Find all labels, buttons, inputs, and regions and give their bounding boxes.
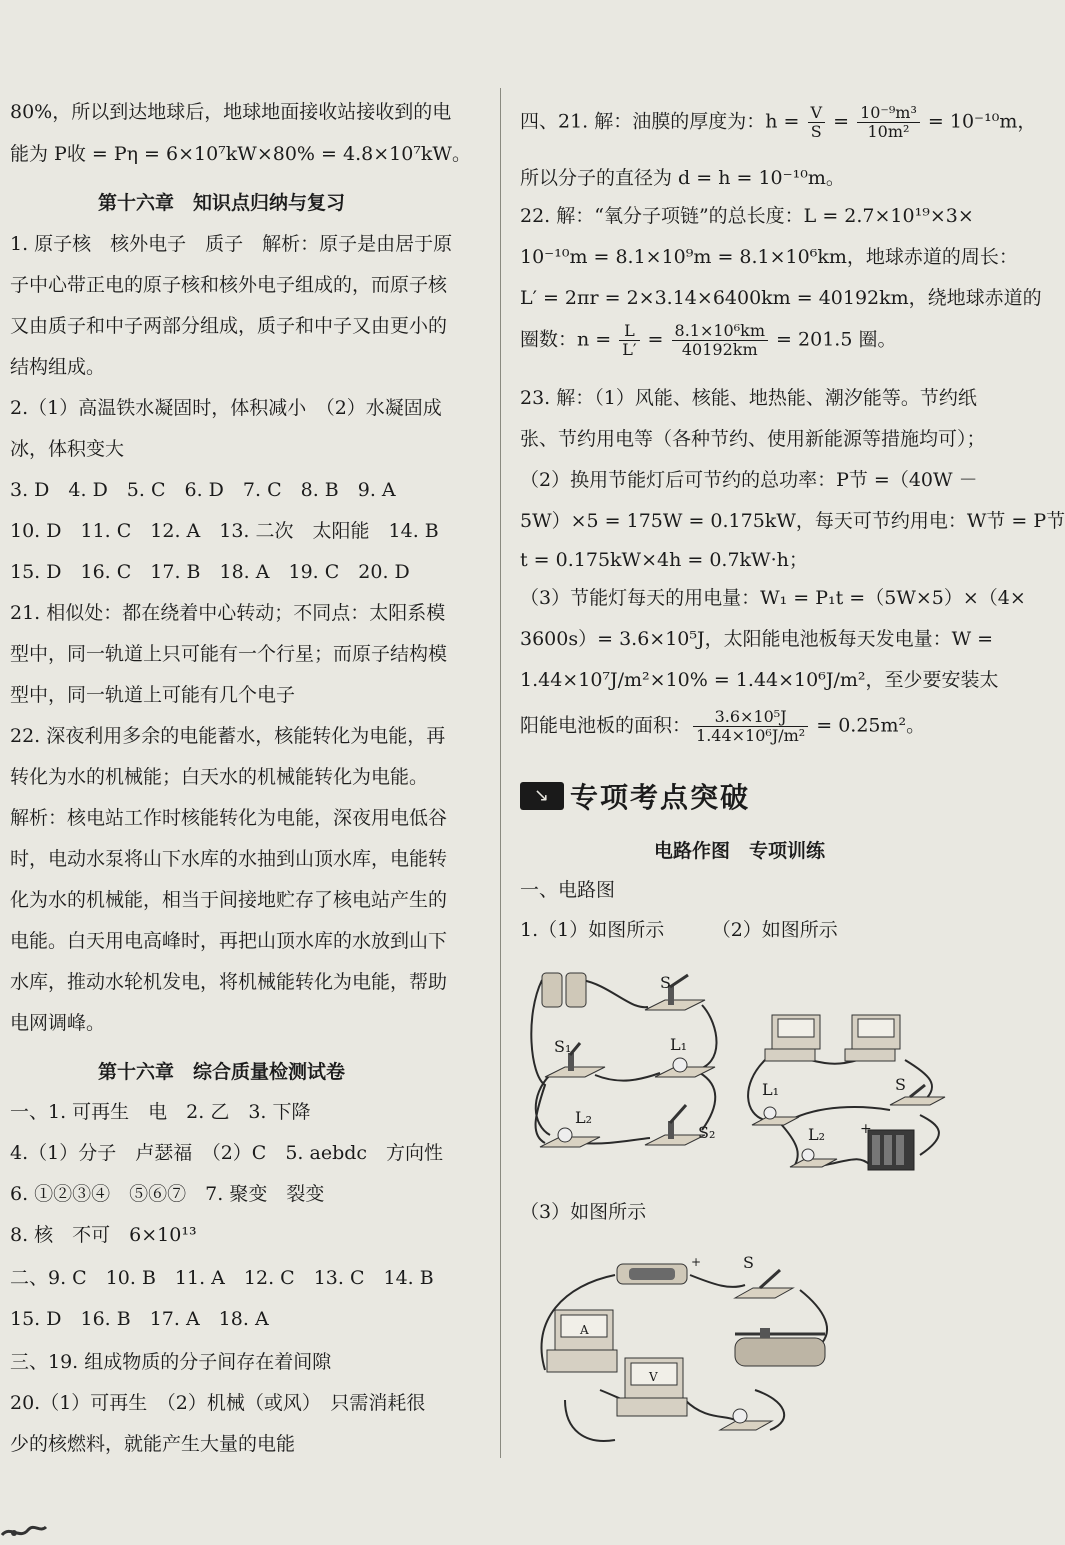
circuit-figure-1 bbox=[520, 955, 730, 1170]
text-line: 张、节约用电等（各种节约、使用新能源等措施均可）； bbox=[520, 428, 986, 450]
text-line: 子中心带正电的原子核和核外电子组成的，而原子核 bbox=[10, 274, 448, 296]
figure-label: S₁ bbox=[554, 1037, 572, 1056]
formula-line bbox=[520, 322, 896, 359]
answer-line: 少的核燃料，就能产生大量的电能 bbox=[10, 1433, 296, 1455]
text-line: 水库，推动水轮机发电，将机械能转化为电能，帮助 bbox=[10, 971, 448, 993]
answer-line: 3. D 4. D 5. C 6. D 7. C 8. B 9. A bbox=[10, 479, 396, 501]
column-divider bbox=[500, 88, 501, 1458]
figure-label: L₁ bbox=[670, 1035, 688, 1054]
text-fragment: = 0.25m²。 bbox=[810, 714, 926, 737]
section-banner bbox=[520, 776, 750, 816]
voltmeter-icon bbox=[617, 1358, 687, 1416]
formula-line bbox=[520, 104, 1036, 141]
text-line: 所以分子的直径为 d = h = 10⁻¹⁰m。 bbox=[520, 167, 845, 189]
answer-line: 15. D 16. C 17. B 18. A 19. C 20. D bbox=[10, 561, 410, 583]
figure-label: S bbox=[660, 973, 671, 992]
fraction bbox=[693, 708, 808, 745]
text-fragment: 四、21. 解：油膜的厚度为：h = bbox=[520, 110, 806, 133]
answer-line: 三、19. 组成物质的分子间存在着间隙 bbox=[10, 1351, 332, 1373]
ammeter-icon bbox=[765, 1015, 820, 1061]
page-corner-ornament bbox=[0, 1505, 60, 1545]
fraction bbox=[672, 322, 769, 359]
text-fragment: = bbox=[641, 328, 670, 351]
fraction-denominator: 10m² bbox=[867, 122, 910, 141]
text-line: 冰，体积变大 bbox=[10, 438, 125, 460]
text-line: 1.44×10⁷J/m²×10% = 1.44×10⁶J/m²，至少要安装太 bbox=[520, 669, 999, 691]
text-fragment: = bbox=[827, 110, 856, 133]
battery-icon bbox=[542, 973, 586, 1007]
battery-icon bbox=[617, 1264, 687, 1284]
text-line: 电能。白天用电高峰时，再把山顶水库的水放到山下 bbox=[10, 930, 448, 952]
text-line: 结构组成。 bbox=[10, 356, 106, 378]
text-fragment: 圈数：n = bbox=[520, 328, 618, 351]
text-fragment: 阳能电池板的面积： bbox=[520, 714, 692, 737]
switch-icon bbox=[735, 1270, 793, 1298]
text-line: 22. 解：“氧分子项链”的总长度：L = 2.7×10¹⁹×3× bbox=[520, 205, 974, 227]
ammeter-icon bbox=[547, 1310, 617, 1372]
text-line: （3）节能灯每天的用电量：W₁ = P₁t =（5W×5）×（4× bbox=[520, 587, 1026, 609]
section-title: 专项考点突破 bbox=[570, 781, 751, 814]
fraction-denominator: S bbox=[810, 122, 822, 141]
fraction bbox=[619, 322, 639, 359]
answer-line: 6. ①②③④ ⑤⑥⑦ 7. 聚变 裂变 bbox=[10, 1183, 325, 1205]
arrow-icon: ↘ bbox=[520, 782, 564, 810]
figure-label: L₂ bbox=[575, 1108, 593, 1127]
text-line: 解析：核电站工作时核能转化为电能，深夜用电低谷 bbox=[10, 807, 448, 829]
bulb-icon bbox=[720, 1409, 772, 1430]
fraction-denominator: 40192km bbox=[681, 340, 758, 359]
text-fragment: = 201.5 圈。 bbox=[770, 328, 897, 351]
fraction-numerator: 8.1×10⁶km bbox=[672, 322, 769, 341]
fraction bbox=[857, 104, 920, 141]
chapter-heading: 第十六章 综合质量检测试卷 bbox=[98, 1061, 346, 1083]
figure-label: V bbox=[649, 1370, 658, 1384]
question-label: 1.（1）如图所示 （2）如图所示 bbox=[520, 919, 838, 941]
text-line: 5W）×5 = 175W = 0.175kW，每天可节约用电：W节 = P节 bbox=[520, 510, 1065, 532]
bulb-icon bbox=[655, 1058, 715, 1077]
text-line: 1. 原子核 核外电子 质子 解析：原子是由居于原 bbox=[10, 233, 453, 255]
fraction-denominator: 1.44×10⁶J/m² bbox=[696, 726, 806, 745]
fraction-numerator: L bbox=[619, 322, 639, 341]
switch-icon bbox=[645, 975, 705, 1010]
answer-line: 15. D 16. B 17. A 18. A bbox=[10, 1308, 269, 1330]
answer-line: 10. D 11. C 12. A 13. 二次 太阳能 14. B bbox=[10, 520, 439, 542]
rheostat-icon bbox=[735, 1328, 825, 1366]
answer-line: 二、9. C 10. B 11. A 12. C 13. C 14. B bbox=[10, 1267, 434, 1289]
text-line: 2.（1）高温铁水凝固时，体积减小 （2）水凝固成 bbox=[10, 397, 442, 419]
text-line: 23. 解：（1）风能、核能、地热能、潮汐能等。节约纸 bbox=[520, 387, 977, 409]
text-line: 型中，同一轨道上可能有几个电子 bbox=[10, 684, 296, 706]
question-label: 一、电路图 bbox=[520, 879, 616, 901]
figure-label: S₂ bbox=[698, 1123, 716, 1142]
text-line: 22. 深夜利用多余的电能蓄水，核能转化为电能，再 bbox=[10, 725, 446, 747]
text-line: 化为水的机械能，相当于间接地贮存了核电站产生的 bbox=[10, 889, 448, 911]
answer-line: 一、1. 可再生 电 2. 乙 3. 下降 bbox=[10, 1101, 311, 1123]
figure-label: L₁ bbox=[762, 1080, 780, 1099]
fraction-numerator: 10⁻⁹m³ bbox=[857, 104, 920, 123]
text-line: 3600s）= 3.6×10⁵J，太阳能电池板每天发电量：W = bbox=[520, 628, 994, 650]
text-line: t = 0.175kW×4h = 0.7kW·h； bbox=[520, 549, 808, 571]
text-line: L′ = 2πr = 2×3.14×6400km = 40192km，绕地球赤道的 bbox=[520, 287, 1042, 309]
fraction-numerator: V bbox=[808, 104, 826, 123]
question-label: （3）如图所示 bbox=[520, 1201, 647, 1223]
figure-label: + bbox=[691, 1255, 702, 1269]
bulb-icon bbox=[752, 1107, 799, 1125]
fraction bbox=[808, 104, 826, 141]
text-line: 21. 相似处：都在绕着中心转动；不同点：太阳系模 bbox=[10, 602, 446, 624]
circuit-figure-3 bbox=[525, 1250, 845, 1460]
text-line: 时，电动水泵将山下水库的水抽到山顶水库，电能转 bbox=[10, 848, 448, 870]
fraction-numerator: 3.6×10⁵J bbox=[693, 708, 808, 727]
switch-icon bbox=[645, 1105, 705, 1145]
figure-label: A bbox=[580, 1323, 589, 1337]
subsection-heading: 电路作图 专项训练 bbox=[654, 840, 826, 862]
figure-label: S bbox=[743, 1253, 754, 1272]
chapter-heading: 第十六章 知识点归纳与复习 bbox=[98, 192, 346, 214]
formula-line bbox=[520, 708, 925, 745]
figure-label: + bbox=[860, 1121, 872, 1137]
text-line: 80%，所以到达地球后，地球地面接收站接收到的电 bbox=[10, 101, 452, 123]
text-line: 又由质子和中子两部分组成，质子和中子又由更小的 bbox=[10, 315, 448, 337]
circuit-figure-2 bbox=[740, 1005, 960, 1180]
text-line: 型中，同一轨道上只可能有一个行星；而原子结构模 bbox=[10, 643, 448, 665]
answer-line: 8. 核 不可 6×10¹³ bbox=[10, 1224, 197, 1246]
text-line: 10⁻¹⁰m = 8.1×10⁹m = 8.1×10⁶km，地球赤道的周长： bbox=[520, 246, 1018, 268]
text-fragment: = 10⁻¹⁰m， bbox=[921, 110, 1037, 133]
battery-icon bbox=[868, 1130, 914, 1170]
figure-label: L₂ bbox=[808, 1125, 826, 1144]
text-line: 转化为水的机械能；白天水的机械能转化为电能。 bbox=[10, 766, 429, 788]
figure-label: S bbox=[895, 1075, 906, 1094]
voltmeter-icon bbox=[845, 1015, 900, 1061]
text-line: 能为 P收 = Pη = 6×10⁷kW×80% = 4.8×10⁷kW。 bbox=[10, 143, 471, 165]
answer-line: 20.（1）可再生 （2）机械（或风） 只需消耗很 bbox=[10, 1392, 426, 1414]
text-line: 电网调峰。 bbox=[10, 1012, 106, 1034]
answer-line: 4.（1）分子 卢瑟福 （2）C 5. aebdc 方向性 bbox=[10, 1142, 444, 1164]
fraction-denominator: L′ bbox=[622, 340, 637, 359]
text-line: （2）换用节能灯后可节约的总功率：P节 =（40W － bbox=[520, 469, 978, 491]
